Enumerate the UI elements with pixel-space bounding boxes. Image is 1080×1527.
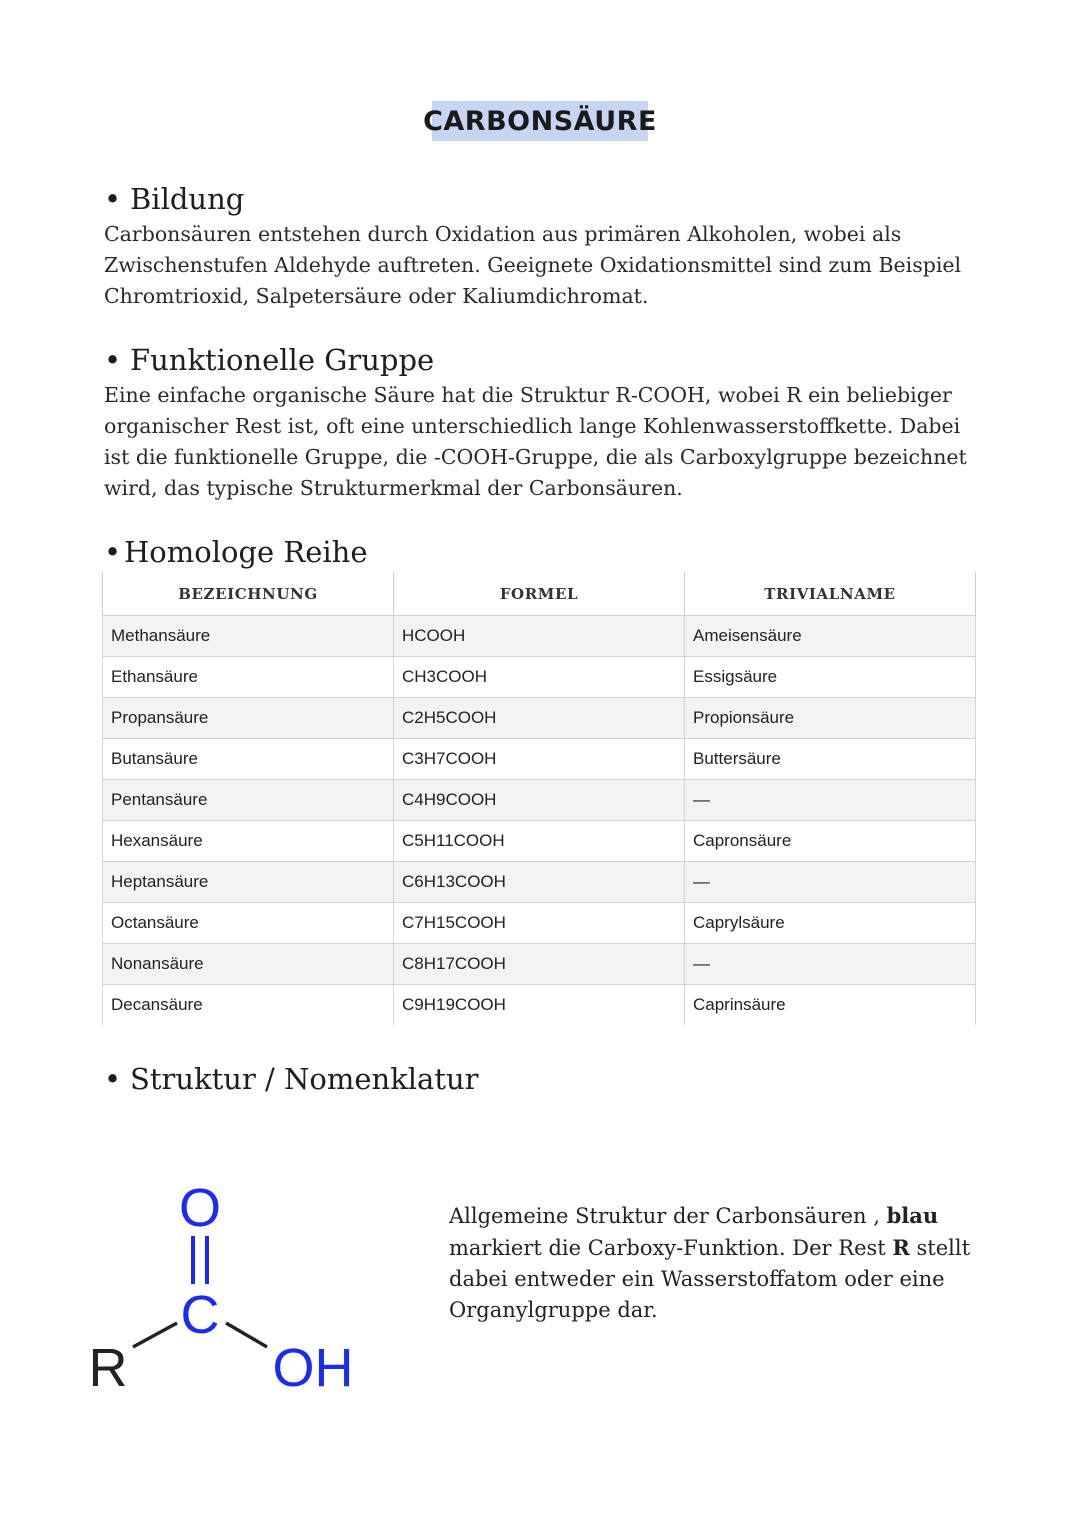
table-cell: Octansäure — [103, 903, 394, 944]
table-header-row — [103, 572, 976, 616]
table-cell: C8H17COOH — [394, 944, 685, 985]
table-cell: C7H15COOH — [394, 903, 685, 944]
description-text: Allgemeine Struktur der Carbonsäuren , — [449, 1204, 887, 1228]
table-cell: Propansäure — [103, 698, 394, 739]
heading-bildung — [104, 182, 244, 216]
table-row — [103, 985, 976, 1026]
table-cell: C9H19COOH — [394, 985, 685, 1026]
heading-struktur-label: Struktur / Nomenklatur — [130, 1062, 479, 1096]
heading-homologe-reihe — [104, 535, 368, 569]
table-cell: CH3COOH — [394, 657, 685, 698]
table-cell: Buttersäure — [685, 739, 976, 780]
bullet-icon: • — [104, 182, 122, 216]
heading-homologe-label: Homologe Reihe — [124, 535, 368, 569]
table-cell: Hexansäure — [103, 821, 394, 862]
table-cell: C4H9COOH — [394, 780, 685, 821]
heading-struktur-nomenklatur — [104, 1062, 479, 1096]
paragraph-bildung: Carbonsäuren entstehen durch Oxidation aus primären Alkoholen, wobei als Zwischenstufen Aldehyde auftreten. Geeignete Oxidationsmittel sind zum Beispiel Chromtrioxid, Salpetersäure oder Kaliumdichromat. — [104, 222, 962, 308]
table-row — [103, 698, 976, 739]
column-header: TRIVIALNAME — [685, 572, 976, 616]
paragraph-funktionelle-gruppe: Eine einfache organische Säure hat die Struktur R-COOH, wobei R ein beliebiger organischer Rest ist, oft eine unterschiedlich lange Kohlenwasserstoffkette. Dabei ist die funktionelle Gruppe, die -COOH-Gruppe, die als Carboxylgruppe bezeichnet wird, das typische Strukturmerkmal der Carbonsäuren. — [104, 383, 967, 500]
structure-description — [449, 1200, 984, 1326]
description-text: markiert die Carboxy-Funktion. Der Rest — [449, 1236, 893, 1260]
column-header: FORMEL — [394, 572, 685, 616]
table-cell: — — [685, 862, 976, 903]
table-cell: C2H5COOH — [394, 698, 685, 739]
table-cell: Ameisensäure — [685, 616, 976, 657]
table-row — [103, 780, 976, 821]
single-bond-line — [226, 1323, 267, 1347]
bullet-icon: • — [104, 535, 122, 569]
table-cell: Essigsäure — [685, 657, 976, 698]
table-cell: Caprylsäure — [685, 903, 976, 944]
table-row — [103, 657, 976, 698]
single-bond-line — [133, 1323, 177, 1347]
table-row — [103, 821, 976, 862]
table-cell: — — [685, 780, 976, 821]
bullet-icon: • — [104, 343, 122, 377]
table-cell: Caprinsäure — [685, 985, 976, 1026]
bullet-icon: • — [104, 1062, 122, 1096]
rest-atom-label: R — [88, 1338, 128, 1398]
table-cell: C3H7COOH — [394, 739, 685, 780]
table-row — [103, 616, 976, 657]
description-bold-blau: blau — [886, 1203, 939, 1228]
oxygen-atom-label: O — [178, 1178, 222, 1238]
table-cell: C5H11COOH — [394, 821, 685, 862]
table-cell: C6H13COOH — [394, 862, 685, 903]
table-cell: Decansäure — [103, 985, 394, 1026]
heading-funktionelle-gruppe — [104, 343, 434, 377]
table-cell: Capronsäure — [685, 821, 976, 862]
description-bold-r: R — [892, 1235, 910, 1260]
table-cell: Pentansäure — [103, 780, 394, 821]
table-cell: Heptansäure — [103, 862, 394, 903]
table-cell: Methansäure — [103, 616, 394, 657]
table-row — [103, 903, 976, 944]
table-cell: Propionsäure — [685, 698, 976, 739]
carboxylic-acid-structure-diagram — [80, 1170, 380, 1405]
heading-funktionelle-label: Funktionelle Gruppe — [130, 343, 435, 377]
hydroxyl-group-label: OH — [272, 1338, 354, 1398]
table-cell: — — [685, 944, 976, 985]
carbon-atom-label: C — [180, 1285, 220, 1345]
table-cell: Nonansäure — [103, 944, 394, 985]
table-cell: HCOOH — [394, 616, 685, 657]
table-cell: Ethansäure — [103, 657, 394, 698]
heading-bildung-label: Bildung — [130, 182, 245, 216]
table-row — [103, 862, 976, 903]
table-row — [103, 944, 976, 985]
table-row — [103, 739, 976, 780]
description-text: stellt dabei entweder ein Wasserstoffatom oder eine Organylgruppe dar. — [449, 1236, 971, 1322]
homologous-series-table — [102, 572, 976, 1025]
page-title: CARBONSÄURE — [432, 101, 648, 141]
table-cell: Butansäure — [103, 739, 394, 780]
column-header: BEZEICHNUNG — [103, 572, 394, 616]
